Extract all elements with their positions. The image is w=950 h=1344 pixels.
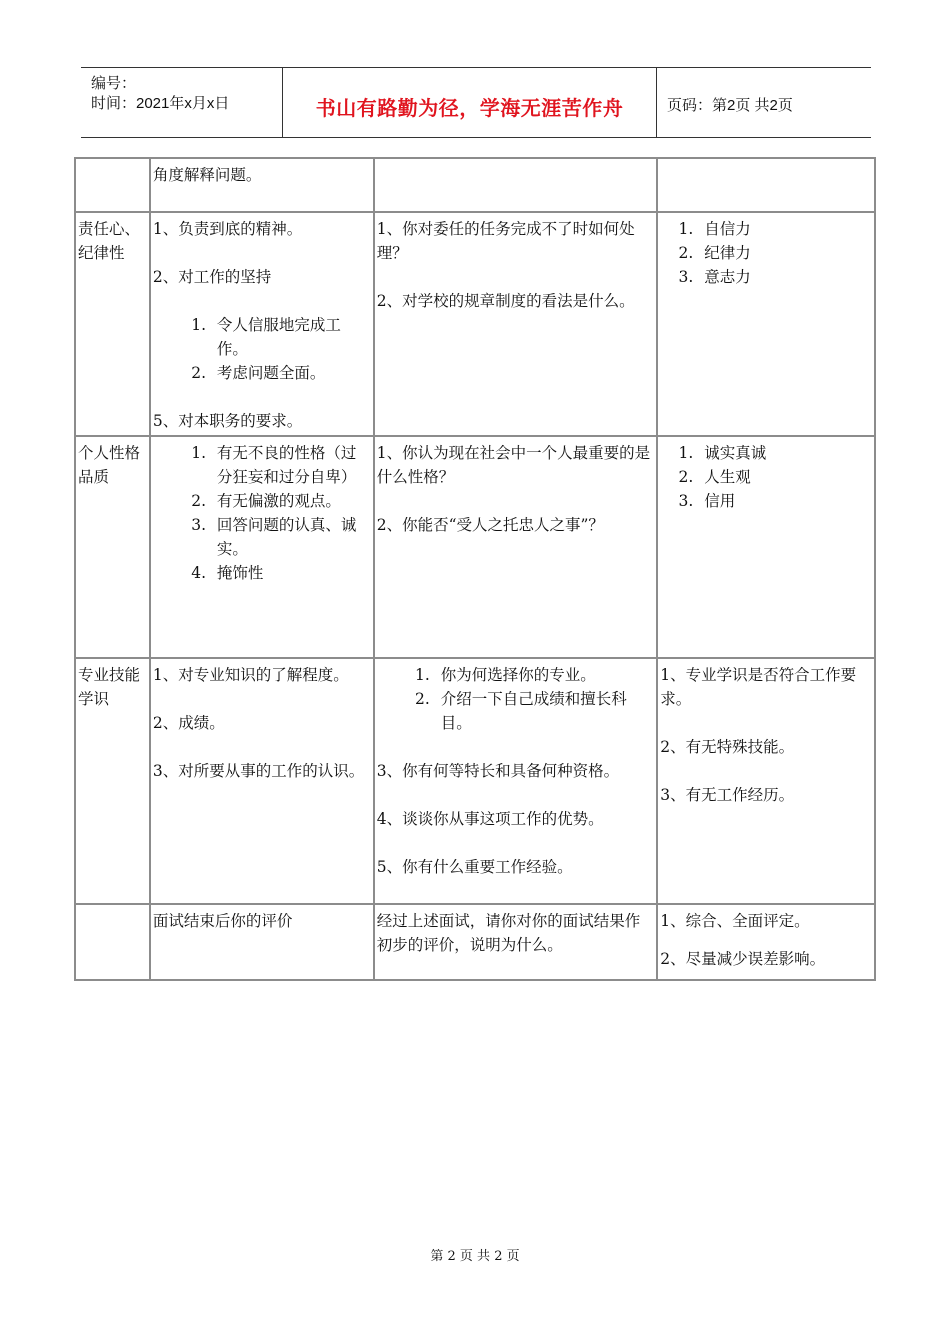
question-item: 1、你对委任的任务完成不了时如何处理？ xyxy=(376,220,635,262)
criteria-item: 3、对所要从事的工作的认识。 xyxy=(152,762,365,780)
list-item: 3. 回答问题的认真、诚实。 xyxy=(211,513,371,561)
category-cell xyxy=(75,212,150,436)
question-cell xyxy=(374,658,658,904)
category-cell xyxy=(75,436,150,658)
document-number-label: 编号： xyxy=(91,75,137,92)
category-cell xyxy=(75,658,150,904)
list-item: 1. 有无不良的性格（过分狂妄和过分自卑） xyxy=(211,441,371,489)
criteria-text: 面试结束后你的评价 xyxy=(152,912,293,930)
criteria-list xyxy=(153,441,371,585)
question-cell xyxy=(374,212,658,436)
evaluation-list xyxy=(660,441,872,513)
evaluation-item: 1、专业学识是否符合工作要求。 xyxy=(660,666,857,708)
criteria-item: 1、对专业知识的了解程度。 xyxy=(152,666,349,684)
header-page-label: 页码：第2页 共2页 xyxy=(667,97,793,114)
evaluation-item: 2、有无特殊技能。 xyxy=(660,738,795,756)
table-row xyxy=(75,158,875,212)
question-cell xyxy=(374,158,658,212)
document-time-label: 时间：2021年x月x日 xyxy=(91,95,230,112)
criteria-sublist xyxy=(153,313,371,385)
table-row xyxy=(75,904,875,980)
question-cell xyxy=(374,436,658,658)
criteria-cell xyxy=(150,158,374,212)
table-row xyxy=(75,212,875,436)
criteria-item: 5、对本职务的要求。 xyxy=(152,412,303,430)
page-footer: 第 2 页 共 2 页 xyxy=(430,1249,520,1264)
evaluation-item: 1、综合、全面评定。 xyxy=(660,912,810,930)
question-item: 经过上述面试，请你对你的面试结果作初步的评价，说明为什么。 xyxy=(376,912,641,954)
list-item: 1. 诚实真诚 xyxy=(698,441,872,465)
header-motto-box xyxy=(282,68,657,137)
criteria-item: 2、对工作的坚持 xyxy=(152,268,272,286)
header-info xyxy=(81,68,282,137)
category-label: 责任心、纪律性 xyxy=(78,220,141,262)
question-item: 3、你有何等特长和具备何种资格。 xyxy=(376,762,620,780)
criteria-cell xyxy=(150,436,374,658)
list-item: 4. 掩饰性 xyxy=(211,561,371,585)
category-cell xyxy=(75,904,150,980)
criteria-item: 1、负责到底的精神。 xyxy=(152,220,303,238)
page-header xyxy=(81,67,871,138)
list-item: 2. 有无偏激的观点。 xyxy=(211,489,371,513)
list-item: 1. 令人信服地完成工作。 xyxy=(211,313,371,361)
question-item: 1、你认为现在社会中一个人最重要的是什么性格？ xyxy=(376,444,651,486)
header-motto: 书山有路勤为径，学海无涯苦作舟 xyxy=(315,96,624,120)
evaluation-item: 2、尽量减少误差影响。 xyxy=(660,950,826,968)
category-label: 专业技能学识 xyxy=(78,666,141,708)
list-item: 2. 人生观 xyxy=(698,465,872,489)
list-item: 2. 纪律力 xyxy=(698,241,872,265)
evaluation-list xyxy=(660,217,872,289)
question-item: 2、对学校的规章制度的看法是什么。 xyxy=(376,292,635,310)
question-item: 4、谈谈你从事这项工作的优势。 xyxy=(376,810,604,828)
question-item: 2、你能否“受人之托忠人之事”？ xyxy=(376,516,604,534)
list-item: 1. 自信力 xyxy=(698,217,872,241)
category-cell xyxy=(75,158,150,212)
interview-table xyxy=(74,157,876,981)
evaluation-cell xyxy=(657,158,875,212)
evaluation-cell xyxy=(657,658,875,904)
table-row xyxy=(75,436,875,658)
evaluation-cell xyxy=(657,436,875,658)
question-item: 5、你有什么重要工作经验。 xyxy=(376,858,573,876)
evaluation-cell xyxy=(657,212,875,436)
list-item: 2. 考虑问题全面。 xyxy=(211,361,371,385)
list-item: 3. 意志力 xyxy=(698,265,872,289)
criteria-cell xyxy=(150,212,374,436)
list-item: 2. 介绍一下自己成绩和擅长科目。 xyxy=(435,687,655,735)
criteria-text: 角度解释问题。 xyxy=(152,166,262,184)
evaluation-cell xyxy=(657,904,875,980)
table-row xyxy=(75,658,875,904)
list-item: 3. 信用 xyxy=(698,489,872,513)
criteria-item: 2、成绩。 xyxy=(152,714,225,732)
list-item: 1. 你为何选择你的专业。 xyxy=(435,663,655,687)
question-list xyxy=(377,663,655,735)
question-cell xyxy=(374,904,658,980)
criteria-cell xyxy=(150,904,374,980)
criteria-cell xyxy=(150,658,374,904)
evaluation-item: 3、有无工作经历。 xyxy=(660,786,795,804)
category-label: 个人性格品质 xyxy=(78,444,141,486)
